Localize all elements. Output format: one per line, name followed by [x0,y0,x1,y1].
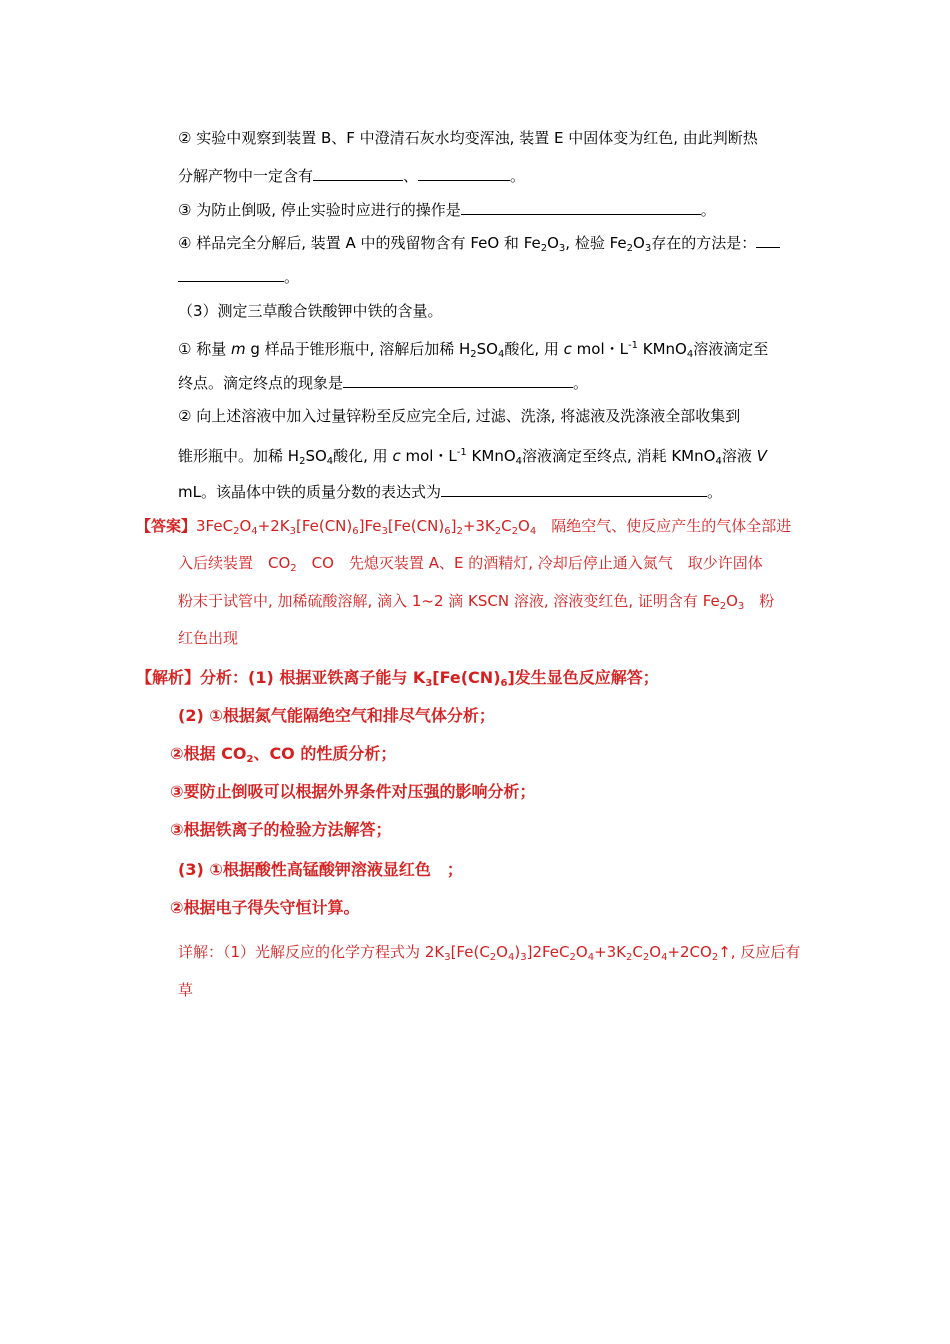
question-3-2-line-3: mL。该晶体中铁的质量分数的表达式为 。 [178,483,722,501]
question-2-4-cont: 。 [178,266,299,287]
answer-line-2: 入后续装置 $CO_2$ CO 先熄灭装置 A、E 的酒精灯, 冷却后停止通入氮气 取少许固体 [178,554,763,574]
question-2-2-line-2: 分解产物中一定含有 、 。 [178,167,526,185]
answer-blank[interactable] [441,481,707,497]
answer-blank[interactable] [343,372,573,388]
answer-blank[interactable] [756,232,780,248]
answer-blank[interactable] [418,165,510,181]
analysis-line-4: ③要防止倒吸可以根据外界条件对压强的影响分析； [170,782,536,801]
analysis-line-7: ②根据电子得失守恒计算。 [170,898,360,917]
question-3-2-line-1: ② 向上述溶液中加入过量锌粉至反应完全后, 过滤、洗涤, 将滤液及洗涤液全部收集到 [178,407,741,425]
detail-line-1: 详解：（1）光解反应的化学方程式为 $2K_3[Fe(C_2O_4)_3]2FeC_2O_4+3K_2C_2O_4+2CO_2↑$, 反应后有 [178,943,801,963]
answer-line-4: 红色出现 [178,629,239,647]
answer-blank[interactable] [178,266,284,282]
question-2-4: ④ 样品完全分解后, 装置 A 中的残留物含有 FeO 和 $Fe_2O_3$, 检验 $Fe_2O_3$存在的方法是： [178,232,780,259]
detail-line-2: 草 [178,981,194,999]
analysis-line-1: 【解析】分析：(1) 根据亚铁离子能与 $K_3[Fe(CN)_6]$发生显色反应解答； [136,668,659,689]
question-3-2-line-2: 锥形瓶中。加稀 $H_2SO_4$酸化, 用 c mol・$L^{-1}$ KMnO$_4$溶液滴定至终点, 消耗 KMnO$_4$溶液 V [178,447,767,467]
analysis-line-5: ③根据铁离子的检验方法解答； [170,820,392,839]
answer-blank[interactable] [313,165,403,181]
answer-line-1: 【答案】$3FeC_2O_4+2K_3[Fe(CN)_6]Fe_3[Fe(CN)_6]_2+3K_2C_2O_4$ 隔绝空气、使反应产生的气体全部进 [136,517,792,537]
answer-line-3: 粉末于试管中, 加稀硫酸溶解, 滴入 1~2 滴 KSCN 溶液, 溶液变红色, 证明含有 $Fe_2O_3$ 粉 [178,592,775,612]
question-3-1-line-2: 终点。滴定终点的现象是 。 [178,374,589,392]
question-3-title: （3）测定三草酸合铁酸钾中铁的含量。 [178,302,443,320]
analysis-line-2: (2) ①根据氮气能隔绝空气和排尽气体分析； [178,706,495,725]
question-2-3: ③ 为防止倒吸, 停止实验时应进行的操作是 。 [178,201,716,219]
answer-blank[interactable] [461,199,701,215]
analysis-line-3: ②根据 $CO_2$、CO 的性质分析； [170,744,397,765]
analysis-line-6: (3) ①根据酸性高锰酸钾溶液显红色 ； [178,860,463,879]
question-3-1-line-1: ① 称量 m g 样品于锥形瓶中, 溶解后加稀 $H_2SO_4$酸化, 用 c mol・$L^{-1}$ KMnO$_4$溶液滴定至 [178,340,769,360]
question-2-2-line-1: ② 实验中观察到装置 B、F 中澄清石灰水均变浑浊, 装置 E 中固体变为红色, 由此判断热 [178,129,758,147]
